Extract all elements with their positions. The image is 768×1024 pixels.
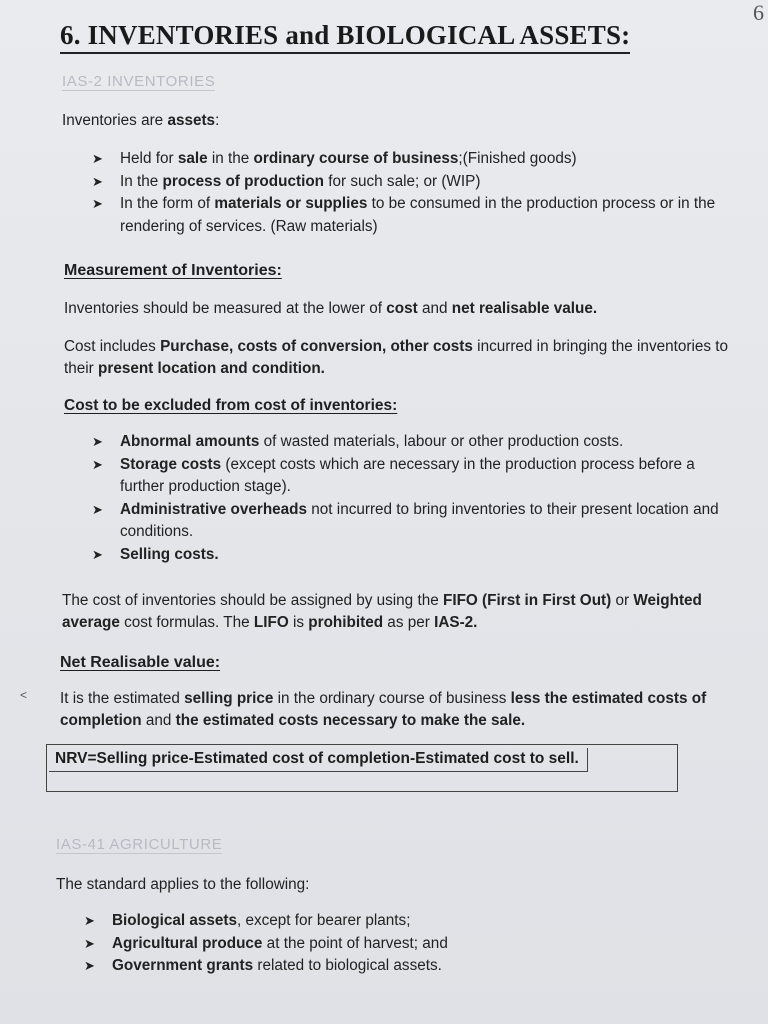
page-corner-mark: 6 — [753, 0, 764, 25]
nrv-heading: Net Realisable value: — [60, 654, 221, 671]
ias41-heading: IAS-41 AGRICULTURE — [56, 836, 223, 853]
bullet-arrow-icon: ➤ — [84, 958, 95, 973]
bullet-arrow-icon: ➤ — [84, 935, 95, 951]
excluded-costs-list — [92, 431, 742, 566]
bullet-arrow-icon: ➤ — [92, 546, 103, 562]
list-item: ➤ Selling costs. — [92, 544, 742, 567]
list-item: ➤ Agricultural produce at the point of harvest; and — [84, 933, 734, 956]
list-item: ➤ Biological assets, except for bearer plants; — [84, 910, 734, 933]
list-item: ➤ Abnormal amounts of wasted materials, labour or other production costs. — [92, 431, 742, 454]
nrv-formula: NRV=Selling price-Estimated cost of completion-Estimated cost to sell. — [49, 748, 588, 772]
asset-bullet-list — [92, 148, 752, 238]
list-item: ➤ Administrative overheads not incurred to bring inventories to their present location and conditions. — [92, 500, 719, 540]
stray-mark: ˂ — [20, 688, 28, 702]
list-item: ➤ In the form of materials or supplies to be consumed in the production process or in the rendering of services. (Raw materials) — [92, 195, 716, 235]
bullet-arrow-icon: ➤ — [92, 501, 103, 517]
bullet-arrow-icon: ➤ — [92, 456, 103, 472]
bullet-arrow-icon: ➤ — [92, 151, 103, 166]
standard-applies-text: The standard applies to the following: — [56, 876, 310, 893]
cost-includes-text: Cost includes Purchase, costs of conversion, other costs incurred in bringing the inventories to their present location and condition. — [64, 338, 729, 377]
ias2-heading: IAS-2 INVENTORIES — [62, 73, 216, 90]
cost-assignment-text: The cost of inventories should be assigned by using the FIFO (First in First Out) or Weighted average cost formulas. The LIFO is prohibited as per IAS-2. — [62, 592, 702, 631]
bullet-arrow-icon: ➤ — [92, 173, 103, 189]
page-title: 6. INVENTORIES and BIOLOGICAL ASSETS: — [60, 18, 630, 54]
list-item: ➤ Held for sale in the ordinary course of business;(Finished goods) — [92, 148, 752, 171]
bullet-arrow-icon: ➤ — [92, 434, 103, 449]
measurement-heading: Measurement of Inventories: — [64, 262, 282, 279]
list-item: ➤ Storage costs (except costs which are necessary in the production process before a further production stage). — [92, 455, 695, 495]
list-item: ➤ Government grants related to biological assets. — [84, 955, 734, 978]
list-item: ➤ In the process of production for such sale; or (WIP) — [92, 171, 752, 194]
bleed-through-text — [300, 120, 304, 136]
measurement-text: Inventories should be measured at the lower of cost and net realisable value. — [64, 300, 598, 317]
ias41-scope-list — [84, 910, 734, 978]
excluded-costs-heading: Cost to be excluded from cost of inventories: — [64, 397, 398, 414]
bullet-arrow-icon: ➤ — [84, 913, 95, 928]
bullet-arrow-icon: ➤ — [92, 196, 103, 211]
nrv-definition-text: It is the estimated selling price in the ordinary course of business less the estimated costs of completion and the estimated costs necessary to make the sale. — [60, 690, 707, 729]
intro-text: Inventories are assets: — [62, 112, 220, 129]
